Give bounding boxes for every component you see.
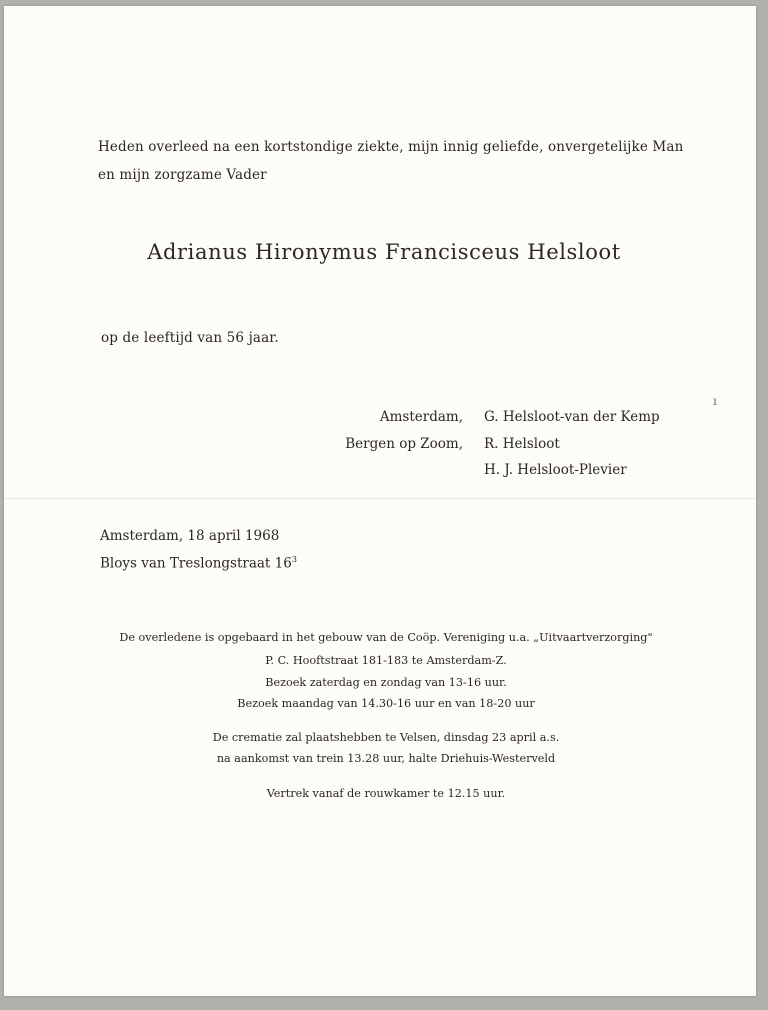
sender-place-date: Amsterdam, 18 april 1968 (100, 528, 280, 544)
deceased-name: Adrianus Hironymus Francisceus Helsloot (147, 240, 621, 264)
intro-line-1: Heden overleed na een kortstondige ziekte, mijn innig geliefde, onvergetelijke Man (98, 139, 684, 155)
intro-line-2: en mijn zorgzame Vader (98, 167, 267, 183)
arrangements-line-7: Vertrek vanaf de rouwkamer te 12.15 uur. (266, 787, 506, 800)
sender-street (100, 555, 297, 572)
ink-speck: ı (713, 394, 717, 408)
street-name: Bloys van Treslongstraat 16 (100, 555, 292, 572)
mourner-name-2: R. Helsloot (484, 436, 560, 452)
street-floor: 3 (291, 555, 297, 564)
arrangements-line-5: De crematie zal plaatshebben te Velsen, dinsdag 23 april a.s. (212, 731, 560, 744)
arrangements-line-3: Bezoek zaterdag en zondag van 13-16 uur. (265, 676, 507, 689)
arrangements-line-2: P. C. Hooftstraat 181-183 te Amsterdam-Z. (265, 654, 507, 667)
arrangements-line-4: Bezoek maandag van 14.30-16 uur en van 18-20 uur (237, 697, 535, 710)
paper-fold-line (4, 498, 756, 499)
mourner-name-3: H. J. Helsloot-Plevier (484, 462, 627, 478)
age-line: op de leeftijd van 56 jaar. (101, 330, 279, 346)
mourner-name-1: G. Helsloot-van der Kemp (484, 409, 660, 425)
arrangements-line-6: na aankomst van trein 13.28 uur, halte Driehuis-Westerveld (216, 752, 556, 765)
mourner-place-2: Bergen op Zoom, (345, 436, 463, 452)
mourner-place-1: Amsterdam, (379, 409, 463, 425)
arrangements-line-1: De overledene is opgebaard in het gebouw van de Coöp. Vereniging u.a. „Uitvaartverzorging" (119, 631, 653, 644)
